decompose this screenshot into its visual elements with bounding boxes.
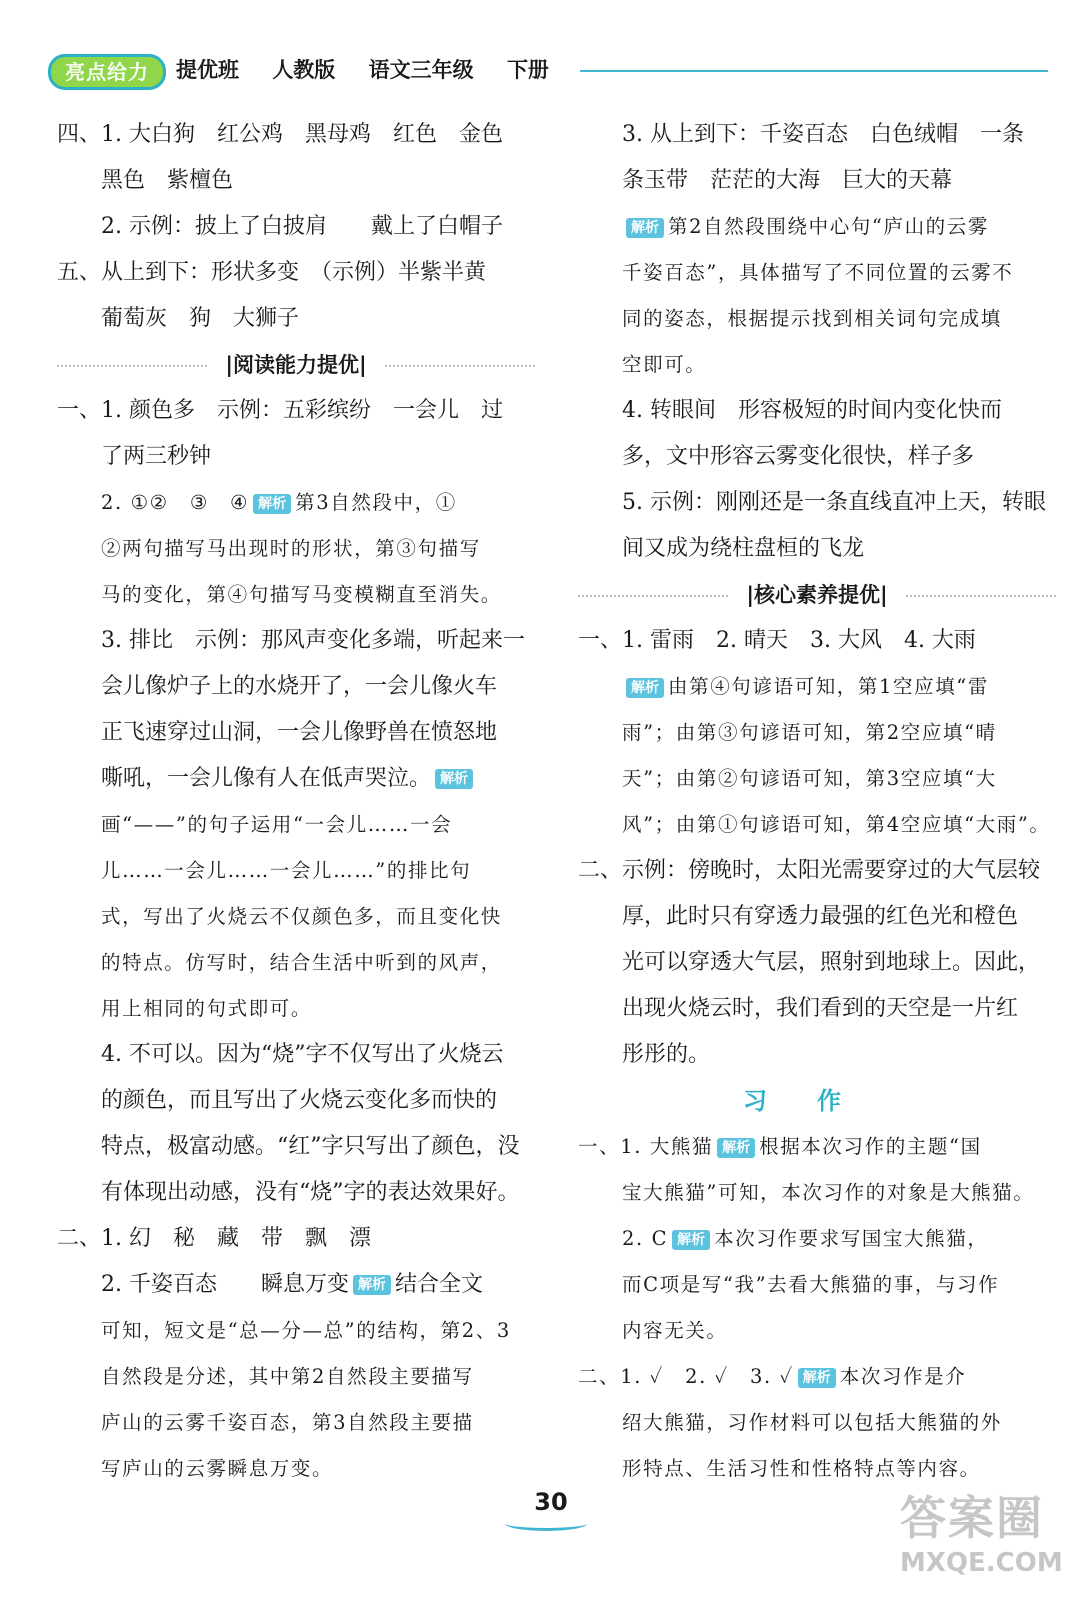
section-title-text: |核心素养提优| — [746, 583, 888, 607]
analysis-text: 第3自然段中，① — [295, 491, 457, 514]
line-text: 葡萄灰 狗 大狮子 — [101, 306, 300, 331]
line-text: 二、示例：傍晚时，太阳光需要穿过的大气层较 — [578, 858, 1041, 883]
text-line — [578, 296, 1056, 342]
edition: 人教版 — [272, 58, 336, 82]
text-line — [578, 848, 1056, 894]
section-title-text: |阅读能力提优| — [225, 353, 367, 377]
header-rule — [580, 70, 1048, 72]
page-header — [48, 50, 1048, 90]
line-text: 可知，短文是“总—分—总”的结构，第2、3 — [101, 1319, 511, 1342]
line-text: 2. ①② ③ ④ — [101, 491, 250, 514]
analysis-tag: 解析 — [626, 218, 664, 238]
text-line — [57, 112, 535, 158]
text-line — [57, 1032, 535, 1078]
line-text: 黑色 紫檀色 — [101, 168, 234, 193]
line-text: 正飞速穿过山洞，一会儿像野兽在愤怒地 — [101, 720, 498, 745]
line-text: 二、1. 幻 秘 藏 带 飘 漂 — [57, 1226, 371, 1251]
text-line — [57, 986, 535, 1032]
right-block-2 — [578, 618, 1056, 1078]
analysis-tag: 解析 — [717, 1138, 755, 1158]
watermark-line1: 答案圈 — [900, 1491, 1044, 1545]
line-text: 五、从上到下：形状多变 （示例）半紫半黄 — [57, 260, 487, 285]
analysis-tag: 解析 — [626, 678, 664, 698]
line-text: 的颜色，而且写出了火烧云变化多而快的 — [101, 1088, 498, 1113]
section-dots-right — [385, 365, 535, 367]
line-text: 绍大熊猫，习作材料可以包括大熊猫的外 — [622, 1411, 1002, 1434]
text-line — [57, 480, 535, 526]
section-title-core — [578, 572, 1056, 618]
text-line — [57, 1216, 535, 1262]
line-text: 一、1. 颜色多 示例：五彩缤纷 一会儿 过 — [57, 398, 503, 423]
text-line — [57, 848, 535, 894]
watermark-logo — [900, 1490, 1070, 1590]
text-line — [578, 480, 1056, 526]
text-line — [578, 1446, 1056, 1492]
series-name: 提优班 — [176, 58, 239, 82]
text-line — [57, 802, 535, 848]
text-line — [578, 158, 1056, 204]
line-text: 彤彤的。 — [622, 1042, 711, 1067]
line-text: 2. 千姿百态 瞬息万变 — [101, 1272, 349, 1297]
text-line — [57, 526, 535, 572]
analysis-tag: 解析 — [435, 769, 473, 789]
line-text: 的特点。仿写时，结合生活中听到的风声， — [101, 951, 502, 974]
line-text: 有体现出动感，没有“烧”字的表达效果好。 — [101, 1180, 520, 1205]
right-column — [578, 112, 1056, 1492]
text-line — [57, 388, 535, 434]
analysis-text: 本次习作是介 — [839, 1365, 967, 1388]
line-text: 光可以穿透大气层，照射到地球上。因此， — [622, 950, 1041, 975]
line-text: 内容无关。 — [622, 1319, 728, 1342]
text-line — [57, 296, 535, 342]
line-text: 式，写出了火烧云不仅颜色多，而且变化快 — [101, 905, 502, 928]
section-dots-left — [57, 365, 207, 367]
text-line — [57, 1400, 535, 1446]
watermark-line2: MXQE.COM — [900, 1548, 1063, 1578]
text-line — [57, 158, 535, 204]
line-text: 特点，极富动感。“红”字只写出了颜色，没 — [101, 1134, 520, 1159]
text-line — [578, 1032, 1056, 1078]
text-line — [57, 1170, 535, 1216]
text-line — [57, 894, 535, 940]
line-text: 出现火烧云时，我们看到的天空是一片红 — [622, 996, 1019, 1021]
line-text: 形特点、生活习性和性格特点等内容。 — [622, 1457, 981, 1480]
line-text: 多，文中形容云雾变化很快，样子多 — [622, 444, 975, 469]
text-line — [578, 756, 1056, 802]
line-text: 天”；由第②句谚语可知，第3空应填“大 — [622, 767, 997, 790]
line-text: ②两句描写马出现时的形状，第③句描写 — [101, 537, 481, 560]
section-title-writing — [578, 1078, 1056, 1124]
text-line — [57, 1262, 535, 1308]
text-line — [57, 250, 535, 296]
left-block-1 — [57, 112, 535, 342]
line-text: 同的姿态，根据提示找到相关词句完成填 — [622, 307, 1002, 330]
analysis-text: 根据本次习作的主题“国 — [759, 1135, 982, 1158]
line-text: 四、1. 大白狗 红公鸡 黑母鸡 红色 金色 — [57, 122, 503, 147]
line-text: 写庐山的云雾瞬息万变。 — [101, 1457, 334, 1480]
line-text: 宝大熊猫”可知，本次习作的对象是大熊猫。 — [622, 1181, 1035, 1204]
text-line — [578, 664, 1056, 710]
line-text: 用上相同的句式即可。 — [101, 997, 313, 1020]
line-text: 庐山的云雾千姿百态，第3自然段主要描 — [101, 1411, 474, 1434]
analysis-tag: 解析 — [672, 1230, 710, 1250]
analysis-tag: 解析 — [253, 494, 291, 514]
left-block-2 — [57, 388, 535, 1492]
text-line — [578, 434, 1056, 480]
text-line — [57, 756, 535, 802]
line-text: 3. 从上到下：千姿百态 白色绒帽 一条 — [622, 122, 1024, 147]
line-text: 画“——”的句子运用“一会儿……一会 — [101, 813, 453, 836]
brand-badge: 亮点给力 — [48, 54, 166, 90]
section-title-reading — [57, 342, 535, 388]
right-block-1 — [578, 112, 1056, 572]
subject: 语文三年级 — [368, 58, 474, 82]
right-block-3 — [578, 1124, 1056, 1492]
text-line — [578, 204, 1056, 250]
line-text: 嘶吼，一会儿像有人在低声哭泣。 — [101, 766, 432, 791]
line-text: 厚，此时只有穿透力最强的红色光和橙色 — [622, 904, 1019, 929]
analysis-text: 由第④句谚语可知，第1空应填“雷 — [668, 675, 989, 698]
text-line — [578, 112, 1056, 158]
analysis-tag: 解析 — [353, 1275, 391, 1295]
text-line — [57, 1354, 535, 1400]
analysis-text: 结合全文 — [394, 1272, 483, 1297]
text-line — [578, 894, 1056, 940]
text-line — [57, 1308, 535, 1354]
line-text: 会儿像炉子上的水烧开了，一会儿像火车 — [101, 674, 498, 699]
line-text: 一、1. 雷雨 2. 晴天 3. 大风 4. 大雨 — [578, 628, 976, 653]
line-text: 一、1. 大熊猫 — [578, 1135, 714, 1158]
line-text: 5. 示例：刚刚还是一条直线直冲上天，转眼 — [622, 490, 1046, 515]
volume: 下册 — [506, 58, 549, 82]
line-text: 风”；由第①句谚语可知，第4空应填“大雨”。 — [622, 813, 1051, 836]
analysis-text: 第2自然段围绕中心句“庐山的云雾 — [668, 215, 989, 238]
line-text: 二、1. ✓ 2. ✓ 3. ✓ — [578, 1365, 794, 1388]
text-line — [578, 986, 1056, 1032]
section-title-text: 习作 — [743, 1087, 891, 1115]
text-line — [57, 204, 535, 250]
line-text: 4. 转眼间 形容极短的时间内变化快而 — [622, 398, 1002, 423]
line-text: 2. 示例：披上了白披肩 戴上了白帽子 — [101, 214, 503, 239]
line-text: 间又成为绕柱盘桓的飞龙 — [622, 536, 865, 561]
text-line — [578, 1354, 1056, 1400]
text-line — [578, 940, 1056, 986]
text-line — [578, 526, 1056, 572]
line-text: 而C项是写“我”去看大熊猫的事，与习作 — [622, 1273, 1000, 1296]
text-line — [57, 434, 535, 480]
line-text: 自然段是分述，其中第2自然段主要描写 — [101, 1365, 474, 1388]
page-number-swoosh — [505, 1516, 587, 1531]
text-line — [578, 1124, 1056, 1170]
text-line — [578, 710, 1056, 756]
section-dots-right — [906, 595, 1056, 597]
line-text: 2. C — [622, 1227, 669, 1250]
text-line — [578, 1216, 1056, 1262]
line-text: 3. 排比 示例：那风声变化多端，听起来一 — [101, 628, 525, 653]
text-line — [578, 342, 1056, 388]
text-line — [57, 1446, 535, 1492]
analysis-tag: 解析 — [798, 1368, 836, 1388]
page-number: 30 — [534, 1488, 568, 1516]
text-line — [57, 618, 535, 664]
analysis-text: 本次习作要求写国宝大熊猫， — [714, 1227, 989, 1250]
left-column — [57, 112, 535, 1492]
text-line — [578, 802, 1056, 848]
text-line — [578, 1400, 1056, 1446]
text-line — [578, 1308, 1056, 1354]
text-line — [57, 1078, 535, 1124]
text-line — [57, 1124, 535, 1170]
line-text: 雨”；由第③句谚语可知，第2空应填“晴 — [622, 721, 997, 744]
text-line — [578, 388, 1056, 434]
text-line — [578, 1262, 1056, 1308]
text-line — [57, 572, 535, 618]
text-line — [578, 618, 1056, 664]
line-text: 条玉带 茫茫的大海 巨大的天幕 — [622, 168, 953, 193]
text-line — [57, 710, 535, 756]
line-text: 4. 不可以。因为“烧”字不仅写出了火烧云 — [101, 1042, 504, 1067]
text-line — [57, 940, 535, 986]
section-dots-left — [578, 595, 728, 597]
text-line — [578, 250, 1056, 296]
line-text: 空即可。 — [622, 353, 707, 376]
text-line — [578, 1170, 1056, 1216]
line-text: 儿……一会儿……一会儿……”的排比句 — [101, 859, 472, 882]
header-title — [176, 55, 575, 85]
line-text: 了两三秒钟 — [101, 444, 212, 469]
line-text: 千姿百态”，具体描写了不同位置的云雾不 — [622, 261, 1014, 284]
line-text: 马的变化，第④句描写马变模糊直至消失。 — [101, 583, 502, 606]
text-line — [57, 664, 535, 710]
